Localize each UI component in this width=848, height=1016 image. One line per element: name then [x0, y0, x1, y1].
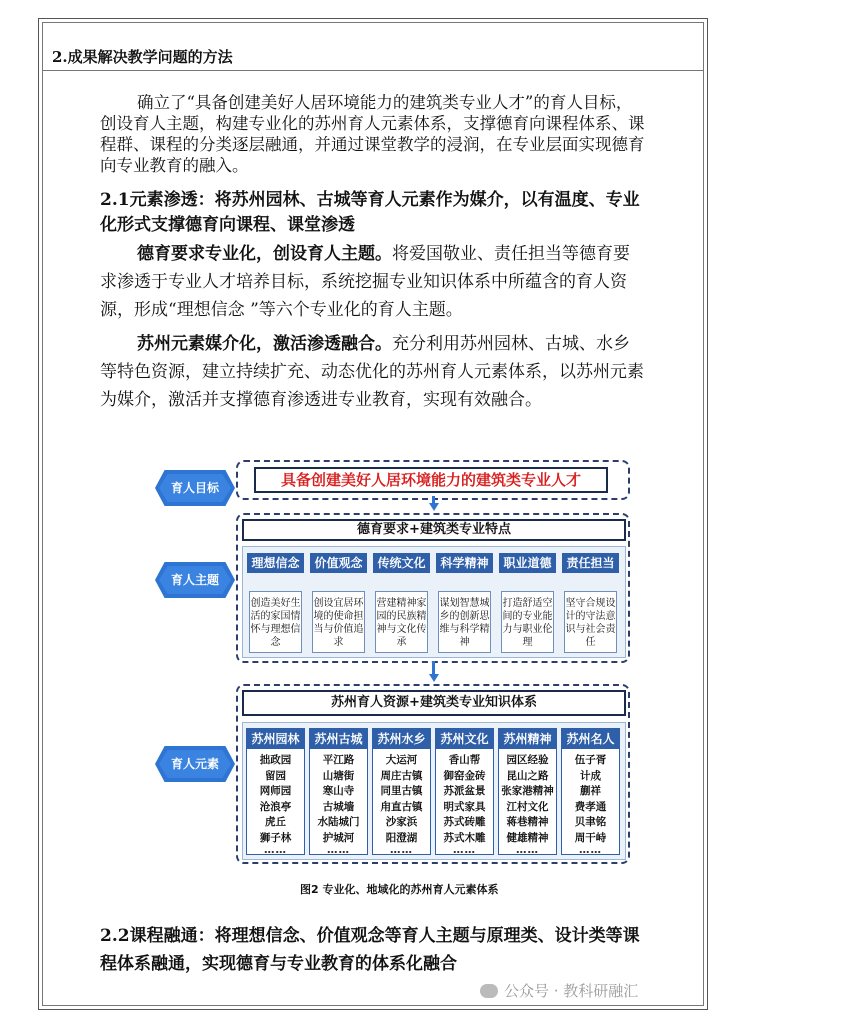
resource-more: …… — [579, 844, 602, 856]
resource-item: 网师园 — [259, 785, 292, 797]
resource-item: 周庄古镇 — [380, 769, 423, 782]
resource-header: 苏州水乡 — [373, 729, 430, 749]
resource-items — [436, 749, 493, 854]
theme-description: 营建精神家园的民族精神与文化传承 — [375, 591, 428, 653]
resource-item: 苏派盆景 — [443, 785, 486, 797]
resource-column — [372, 728, 431, 855]
resource-item: 狮子林 — [259, 831, 292, 844]
theme-header: 职业道德 — [499, 553, 556, 573]
resource-item: 寒山寺 — [322, 785, 355, 797]
resource-more: …… — [516, 844, 539, 856]
resource-items — [247, 749, 304, 854]
resource-item: 周干峙 — [574, 831, 607, 844]
watermark — [480, 980, 638, 1001]
resource-item: 蒯祥 — [580, 785, 601, 797]
resource-column — [435, 728, 494, 855]
resource-header: 苏州园林 — [247, 729, 304, 749]
resource-item: 沙家浜 — [385, 816, 418, 828]
resource-item: 水陆城门 — [317, 816, 360, 828]
theme-description: 创造美好生活的家国情怀与理想信念 — [249, 591, 302, 653]
resource-items — [499, 749, 556, 854]
theme-description: 打造舒适空间的专业能力与职业伦理 — [501, 591, 554, 653]
bar-suzhou-resources: 苏州育人资源+建筑类专业知识体系 — [242, 690, 626, 716]
watermark-text: 公众号 · 教科研融汇 — [504, 982, 639, 1000]
heading-2-1: 2.1元素渗透：将苏州园林、古城等育人元素作为媒介，以有温度、专业化形式支撑德育向课程、课堂渗透 — [100, 190, 640, 235]
theme-description: 坚守合规设计的守法意识与社会责任 — [564, 591, 617, 653]
resource-header: 苏州文化 — [436, 729, 493, 749]
resource-item: 苏式木雕 — [443, 831, 486, 844]
resource-item: 费孝通 — [574, 800, 607, 813]
resource-item: 古城墙 — [322, 800, 355, 813]
theme-header: 价值观念 — [310, 553, 367, 573]
resource-item: 沧浪亭 — [259, 800, 292, 813]
resource-more: …… — [327, 844, 350, 856]
label-theme-text: 育人主题 — [170, 573, 219, 587]
resource-header: 苏州精神 — [499, 729, 556, 749]
resource-column — [498, 728, 557, 855]
intro-paragraph: 确立了“具备创建美好人居环境能力的建筑类专业人才”的育人目标，创设育人主题，构建专业化的苏州育人元素体系，支撑德育向课程体系、课程群、课程的分类逐层融通，并通过课堂教学的浸润，在专业层面实现德育向专业教育的融入。 — [100, 93, 645, 175]
paragraph-theme-lead: 德育要求专业化，创设育人主题。 — [137, 244, 392, 264]
theme-header: 传统文化 — [373, 553, 430, 573]
resource-item: 平江路 — [322, 754, 355, 766]
resource-item: 香山帮 — [448, 754, 481, 766]
resource-item: 张家港精神 — [501, 785, 554, 797]
paragraph-element-text: 充分利用苏州园林、古城、水乡等特色资源，建立持续扩充、动态优化的苏州育人元素体系，以苏州元素为媒介，激活并支撑德育渗透进专业教育，实现有效融合。 — [100, 334, 644, 410]
paragraph-theme-text: 将爱国敬业、责任担当等德育要求渗透于专业人才培养目标，系统挖掘专业知识体系中所蕴含的育人资源，形成“理想信念 ”等六个专业化的育人主题。 — [100, 244, 630, 320]
resource-column — [561, 728, 620, 855]
divider — [43, 70, 703, 71]
theme-header: 理想信念 — [247, 553, 304, 573]
resource-item: 甪直古镇 — [380, 800, 423, 813]
heading-2-2: 2.2课程融通：将理想信念、价值观念等育人主题与原理类、设计类等课程体系融通，实现德育与专业教育的体系化融合 — [100, 926, 640, 974]
label-element-text: 育人元素 — [170, 757, 219, 771]
label-goal-text: 育人目标 — [170, 481, 219, 495]
resource-item: 留园 — [265, 769, 286, 782]
paragraph-element — [100, 330, 645, 414]
resource-column — [246, 728, 305, 855]
arrow-1-icon — [429, 503, 439, 511]
resource-header: 苏州名人 — [562, 729, 619, 749]
resource-header: 苏州古城 — [310, 729, 367, 749]
bar-moral-requirements: 德育要求+建筑类专业特点 — [242, 519, 626, 541]
resource-item: 伍子胥 — [574, 754, 607, 766]
figure-caption: 图2 专业化、地域化的苏州育人元素体系 — [300, 883, 499, 896]
resource-column — [309, 728, 368, 855]
theme-header: 科学精神 — [436, 553, 493, 573]
resource-item: 大运河 — [385, 754, 418, 766]
resource-item: 贝聿铭 — [574, 816, 607, 828]
resource-item: 计成 — [580, 769, 601, 782]
resource-more: …… — [264, 844, 287, 856]
resource-items — [373, 749, 430, 854]
section-title: 2.成果解决教学问题的方法 — [52, 48, 233, 66]
resource-more: …… — [390, 844, 413, 856]
resource-item: 阳澄湖 — [385, 831, 418, 844]
goal-text: 具备创建美好人居环境能力的建筑类专业人才 — [254, 467, 608, 493]
theme-description: 创设宜居环境的使命担当与价值追求 — [312, 591, 365, 653]
resource-item: 江村文化 — [506, 800, 549, 813]
label-theme — [155, 562, 235, 598]
resource-item: 拙政园 — [259, 754, 292, 766]
resource-item: 园区经验 — [506, 754, 549, 766]
resource-item: 明式家具 — [443, 800, 486, 813]
element-system-diagram — [150, 458, 640, 868]
resource-item: 苏式砖雕 — [443, 816, 486, 828]
resource-item: 健雄精神 — [506, 831, 549, 844]
resource-item: 蒋巷精神 — [506, 816, 549, 828]
resource-items — [562, 749, 619, 854]
wechat-icon — [480, 984, 498, 998]
resource-items — [310, 749, 367, 854]
resource-item: 同里古镇 — [380, 785, 423, 797]
resource-item: 山塘街 — [322, 769, 355, 782]
resource-item: 虎丘 — [265, 816, 286, 828]
resource-more: …… — [453, 844, 476, 856]
resource-item: 昆山之路 — [506, 769, 549, 782]
label-goal — [155, 470, 235, 506]
paragraph-element-lead: 苏州元素媒介化，激活渗透融合。 — [137, 334, 392, 354]
label-element — [155, 746, 235, 782]
resource-item: 御窑金砖 — [443, 769, 486, 782]
theme-description: 谋划智慧城乡的创新思维与科学精神 — [438, 591, 491, 653]
theme-header: 责任担当 — [562, 553, 619, 573]
resource-item: 护城河 — [322, 831, 355, 844]
arrow-2-stem — [432, 661, 435, 675]
paragraph-theme — [100, 240, 645, 324]
arrow-2-icon — [429, 674, 439, 682]
